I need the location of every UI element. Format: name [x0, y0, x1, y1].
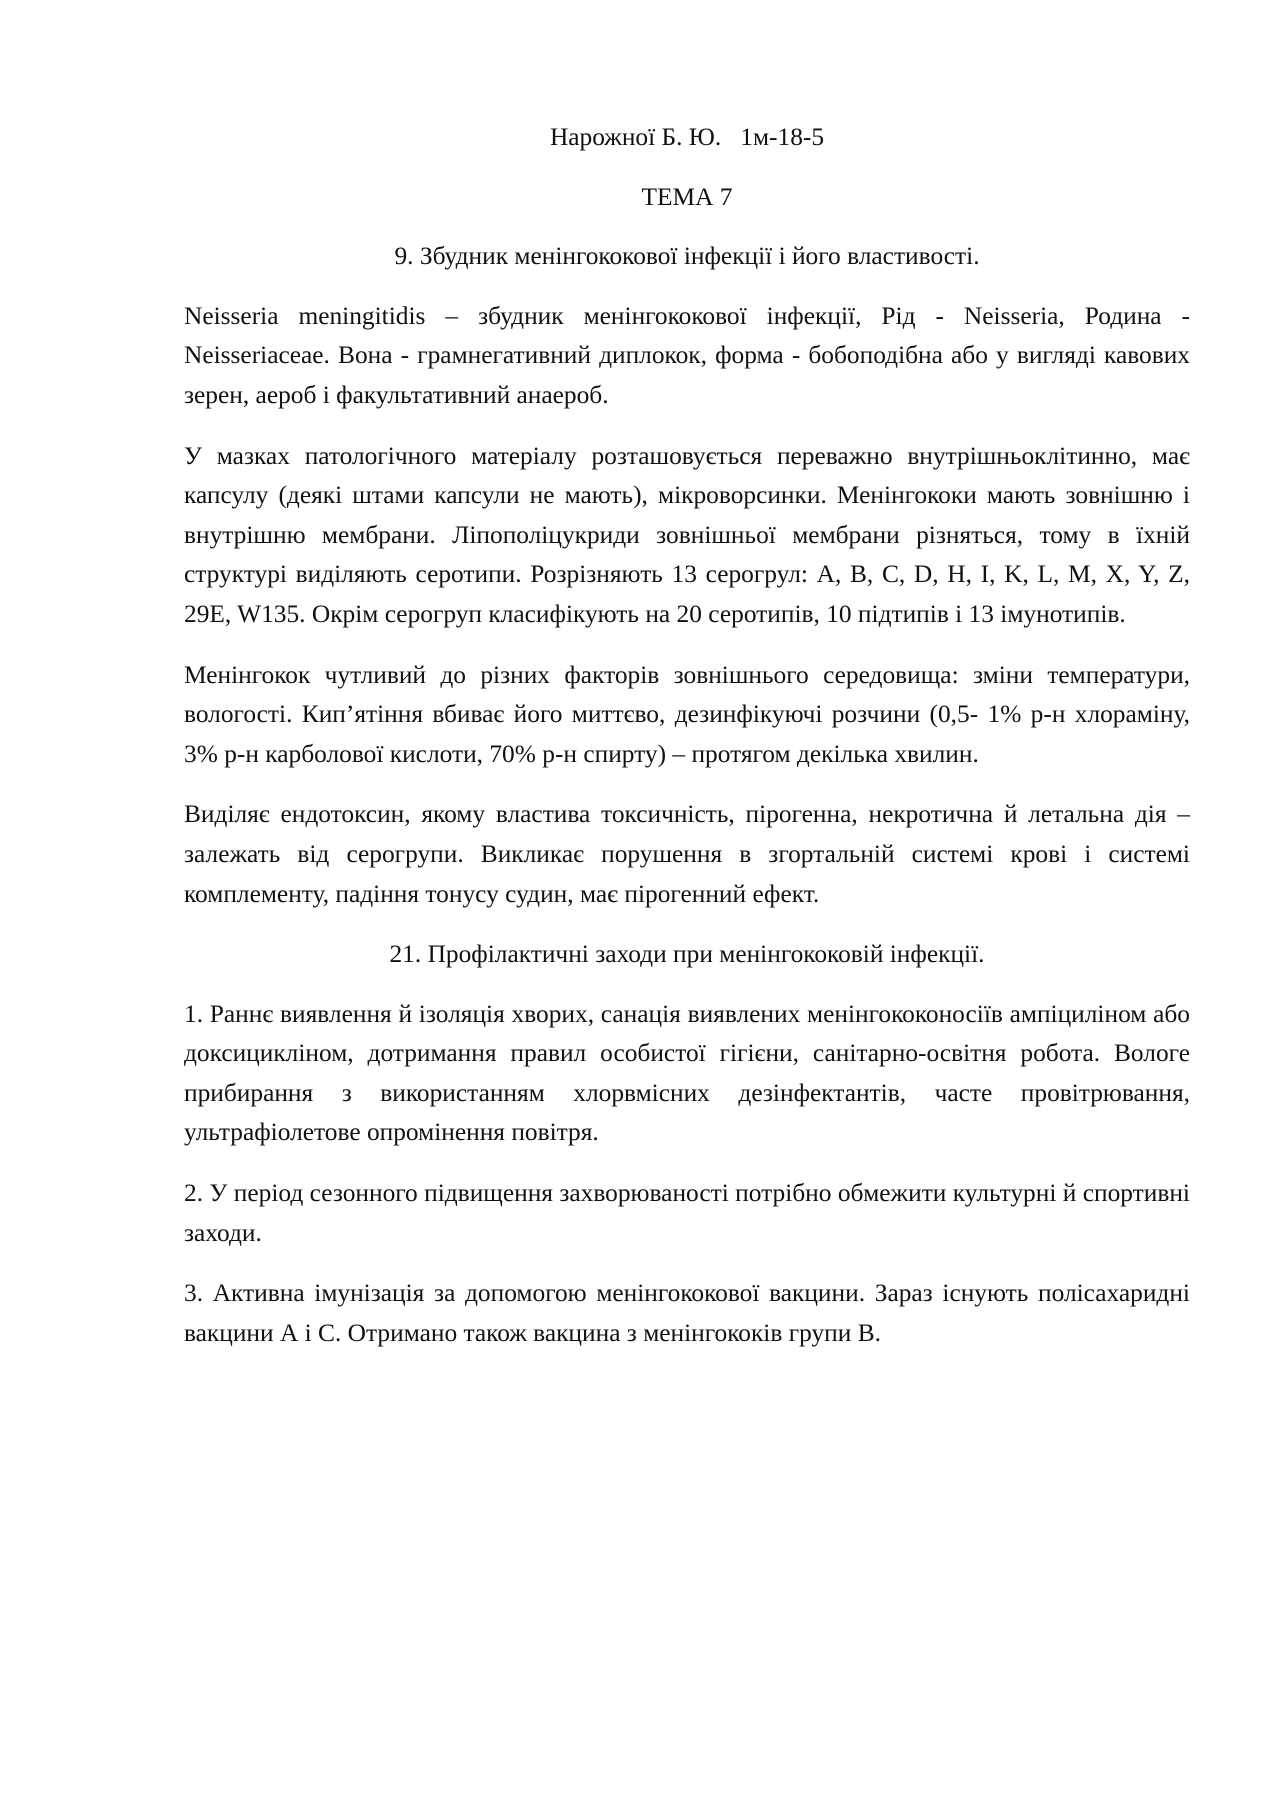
- document-page: [184, 118, 1190, 1374]
- paragraph-prevention-1: 1. Раннє виявлення й ізоляція хворих, санація виявлених менінгококоносіїв ампіциліном або доксицикліном, дотримання правил особистої гігієни, санітарно-освітня робота. Вологе прибирання з використанням хлорвмісних дезінфектантів, часте провітрювання, ультрафіолетове опромінення повітря.: [184, 999, 1190, 1147]
- paragraph-toxin: Виділяє ендотоксин, якому властива токсичність, пірогенна, некротична й летальна дія – залежать від серогрупи. Викликає порушення в згортальній системі крові і системі комплементу, падіння тонусу судин, має пірогенний ефект.: [184, 800, 1190, 908]
- paragraph-classification: Neisseria meningitidis – збудник менінгококової інфекції, Рід - Neisseria, Родина - Neisseriaceae. Вона - грамнегативний диплокок, форма - бобоподібна або у вигляді кавових зерен, аероб і факультативний анаероб.: [184, 301, 1190, 409]
- section-heading-pathogen: 9. Збудник менінгококової інфекції і його властивості.: [394, 242, 980, 271]
- paragraph-prevention-2: 2. У період сезонного підвищення захворюваності потрібно обмежити культурні й спортивні заходи.: [184, 1179, 1190, 1247]
- paragraph-morphology: У мазках патологічного матеріалу розташовується переважно внутрішньоклітинно, має капсулу (деякі штами капсули не мають), мікроворсинки. Менінгококи мають зовнішню і внутрішню мембрани. Ліпополіцукриди зовнішньої мембрани різняться, тому в їхній структурі виділяють серотипи. Розрізняють 13 серогрул: A, B, C, D, H, I, K, L, M, X, Y, Z, 29E, W135. Окрім серогруп класифікують на 20 серотипів, 10 підтипів і 13 імунотипів.: [184, 441, 1190, 628]
- section-heading-prevention: 21. Профілактичні заходи при менінгококовій інфекції.: [389, 940, 985, 969]
- author-line: Нарожної Б. Ю. 1м-18-5: [549, 123, 825, 151]
- topic-title: ТЕМА 7: [641, 182, 733, 211]
- paragraph-resistance: Менінгокок чутливий до різних факторів зовнішнього середовища: зміни температури, вологості. Кип’ятіння вбиває його миттєво, дезинфікуючі розчини (0,5- 1% р-н хлораміну, 3% р-н карболової кислоти, 70% р-н спирту) – протягом декілька хвилин.: [184, 660, 1190, 768]
- paragraph-prevention-3: 3. Активна імунізація за допомогою менінгококової вакцини. Зараз існують полісахаридні вакцини А і С. Отримано також вакцина з менінгококів групи В.: [184, 1279, 1190, 1347]
